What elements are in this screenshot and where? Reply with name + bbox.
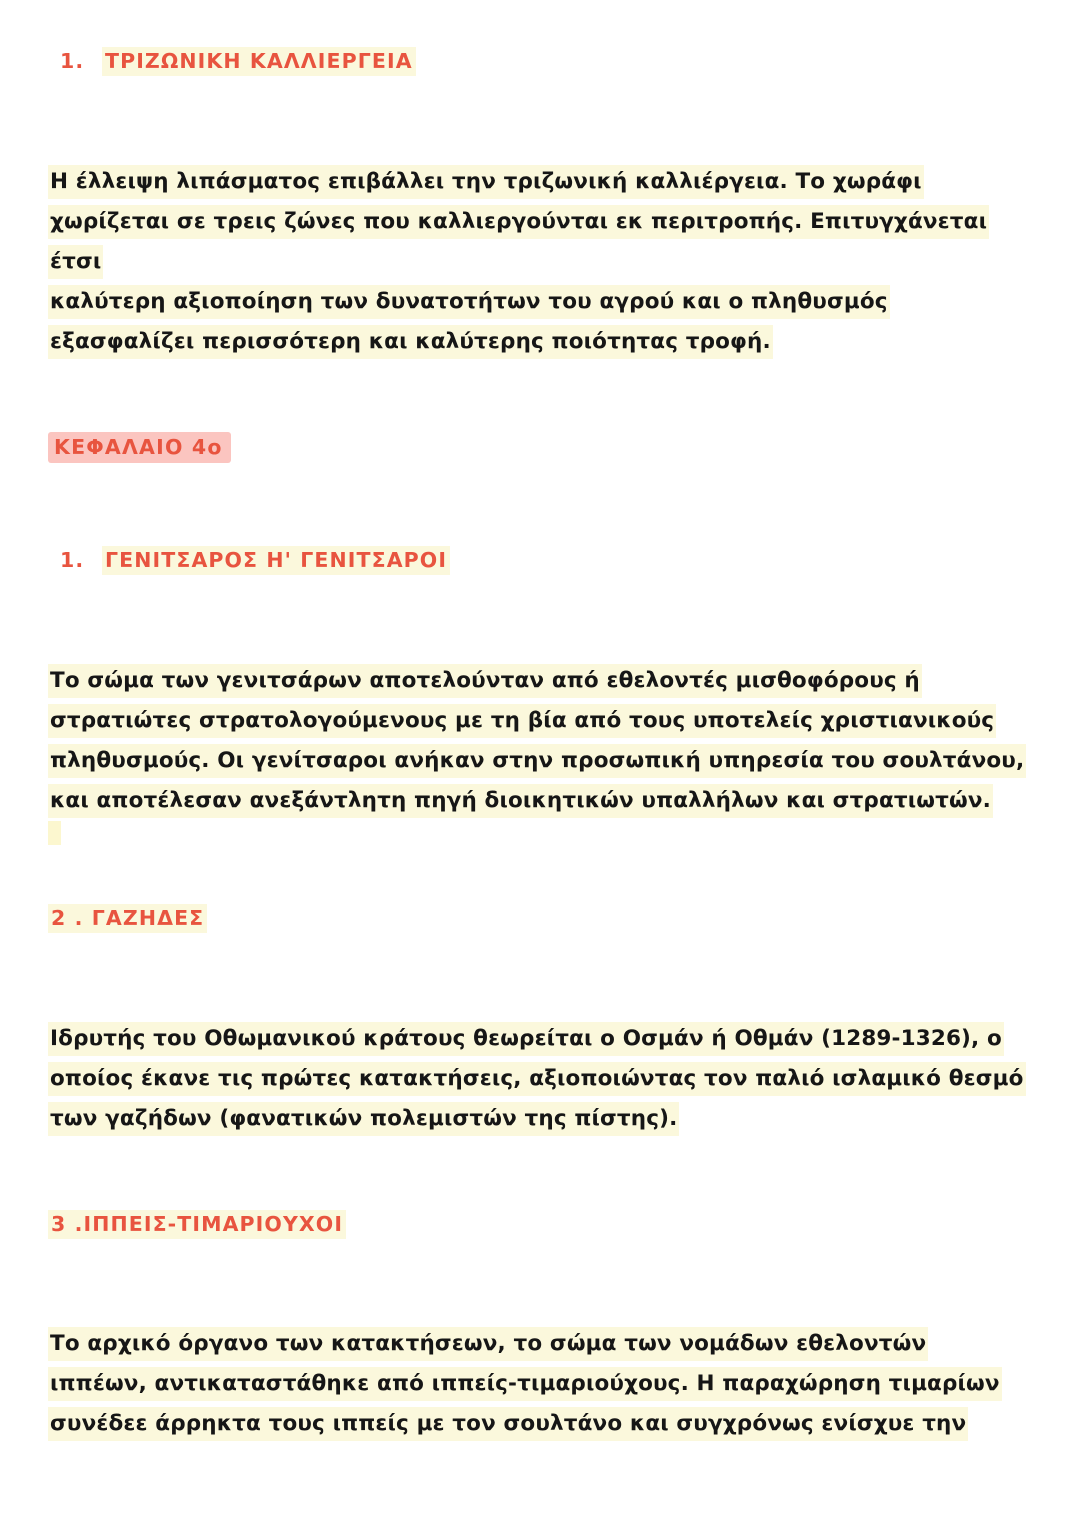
line-text: Το αρχικό όργανο των κατακτήσεων, το σώμα των νομάδων εθελοντών [48, 1327, 928, 1361]
heading-label [48, 1211, 346, 1239]
paragraph-ippeis [48, 1324, 1032, 1444]
paragraph-line [48, 162, 1032, 202]
paragraph-line [48, 1324, 1032, 1364]
paragraph-line [48, 202, 1032, 282]
spacer-before-heading-3 [48, 845, 1032, 905]
heading-highlight: ΓΕΝΙΤΣΑΡΟΣ Η' ΓΕΝΙΤΣΑΡΟΙ [102, 546, 450, 575]
heading-trizoniki-kalliergeia [48, 48, 1032, 76]
heading-highlight: ΤΡΙΖΩΝΙΚΗ ΚΑΛΛΙΕΡΓΕΙΑ [102, 47, 416, 76]
top-margin-spacer [48, 0, 1032, 48]
spacer-after-heading-1 [48, 76, 1032, 162]
heading-label [48, 905, 207, 933]
spacer-after-heading-2 [48, 575, 1032, 661]
line-text: Η έλλειψη λιπάσματος επιβάλλει την τριζωνική καλλιέργεια. Το χωράφι [48, 165, 924, 199]
spacer-after-chapter-title [48, 461, 1032, 547]
line-text: και αποτέλεσαν ανεξάντλητη πηγή διοικητικών υπαλλήλων και στρατιωτών. [48, 784, 993, 818]
heading-gazides [48, 905, 1032, 933]
paragraph-line [48, 1404, 1032, 1444]
heading-marker: 1. [60, 548, 85, 573]
spacer-before-chapter-title [48, 362, 1032, 434]
heading-label [102, 48, 416, 76]
spacer-after-heading-3 [48, 933, 1032, 1019]
line-text: οποίος έκανε τις πρώτες κατακτήσεις, αξιοποιώντας τον παλιό ισλαμικό θεσμό [48, 1062, 1026, 1096]
spacer-before-heading-4 [48, 1139, 1032, 1211]
empty-highlight-mark [48, 821, 61, 845]
paragraph-line [48, 661, 1032, 701]
heading-title-text: ΙΠΠΕΙΣ-ΤΙΜΑΡΙΟΥΧΟΙ [83, 1211, 344, 1236]
line-text: Ιδρυτής του Οθωμανικού κράτους θεωρείται ο Οσμάν ή Οθμάν (1289-1326), ο [48, 1022, 1004, 1056]
line-text: των γαζήδων (φανατικών πολεμιστών της πίστης). [48, 1102, 679, 1136]
line-text: χωρίζεται σε τρεις ζώνες που καλλιεργούνται εκ περιτροπής. Επιτυγχάνεται έτσι [48, 205, 989, 279]
paragraph-line [48, 282, 1032, 322]
chapter-title-highlight: ΚΕΦΑΛΑΙΟ 4ο [48, 432, 231, 463]
line-text: πληθυσμούς. Οι γενίτσαροι ανήκαν στην προσωπική υπηρεσία του σουλτάνου, [48, 744, 1026, 778]
paragraph-line [48, 1019, 1032, 1059]
paragraph-line [48, 322, 1032, 362]
heading-ippeis-timariouchoi [48, 1211, 1032, 1239]
line-text: ιππέων, αντικαταστάθηκε από ιππείς-τιμαριούχους. Η παραχώρηση τιμαρίων [48, 1367, 1002, 1401]
heading-highlight [48, 1210, 346, 1239]
paragraph-line [48, 1099, 1032, 1139]
heading-marker: 3 . [51, 1211, 84, 1236]
line-text: στρατιώτες στρατολογούμενους με τη βία από τους υποτελείς χριστιανικούς [48, 704, 996, 738]
paragraph-line [48, 1059, 1032, 1099]
paragraph-line [48, 701, 1032, 741]
line-text: καλύτερη αξιοποίηση των δυνατοτήτων του αγρού και ο πληθυσμός [48, 285, 890, 319]
paragraph-trizoniki [48, 162, 1032, 362]
paragraph-genitsaros [48, 661, 1032, 845]
chapter-title-kefalaio-4o [48, 434, 1032, 462]
paragraph-line [48, 781, 1032, 821]
paragraph-gazides [48, 1019, 1032, 1139]
paragraph-line [48, 741, 1032, 781]
line-text: Το σώμα των γενιτσάρων αποτελούνταν από εθελοντές μισθοφόρους ή [48, 664, 922, 698]
heading-label [102, 547, 450, 575]
paragraph-line [48, 1364, 1032, 1404]
heading-highlight [48, 904, 207, 933]
heading-marker: 2 . [51, 906, 84, 931]
heading-title-text: ΓΑΖΗΔΕΣ [91, 906, 205, 931]
line-text: εξασφαλίζει περισσότερη και καλύτερης ποιότητας τροφή. [48, 325, 773, 359]
heading-genitsaros [48, 547, 1032, 575]
spacer-after-heading-4 [48, 1238, 1032, 1324]
heading-marker: 1. [60, 49, 85, 73]
line-text: συνέδεε άρρηκτα τους ιππείς με τον σουλτάνο και συγχρόνως ενίσχυε την [48, 1407, 968, 1441]
